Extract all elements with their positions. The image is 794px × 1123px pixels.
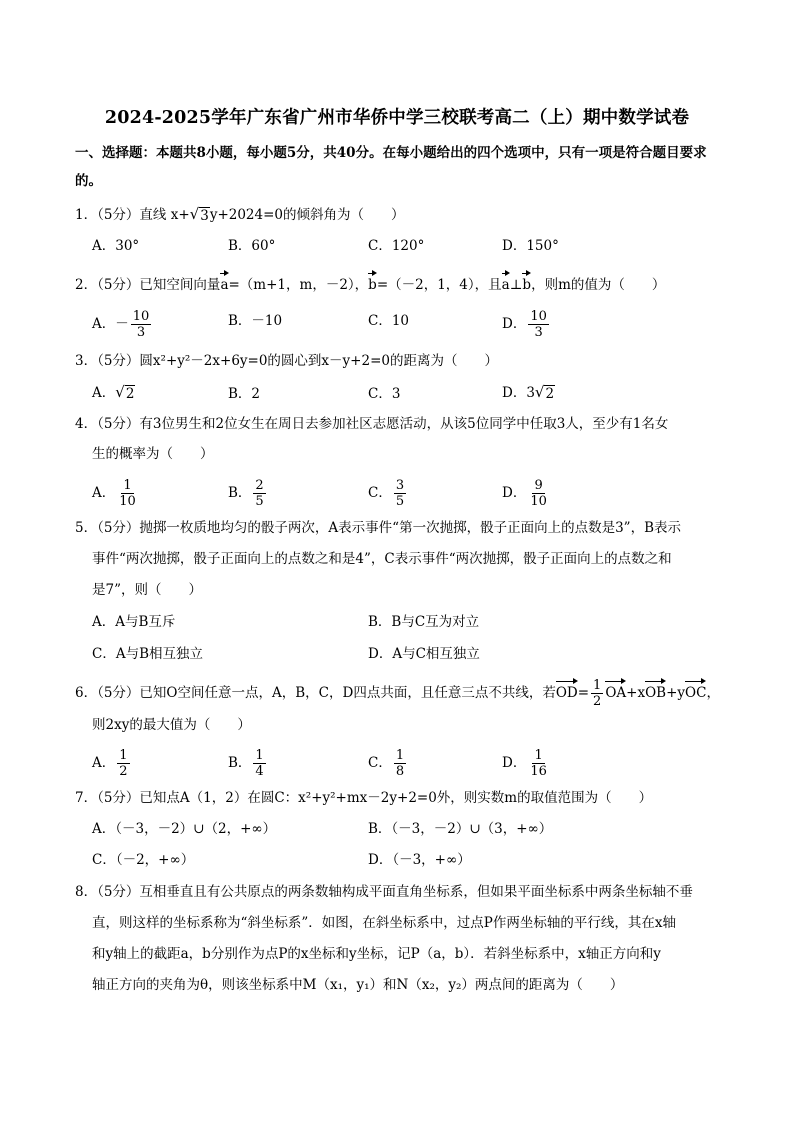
- question-6-line-1: [75, 678, 720, 709]
- fraction: [528, 748, 549, 779]
- frac-den: 10: [119, 494, 136, 509]
- frac-den: 8: [395, 764, 405, 779]
- frac-den: 10: [530, 494, 547, 509]
- frac-den: 5: [255, 494, 264, 509]
- fraction: [394, 478, 406, 509]
- q6-option-a: [92, 748, 132, 779]
- question-8-line-2: 直，则这样的坐标系称为“斜坐标系”．如图，在斜坐标系中，过点P作两坐标轴的平行线，其在x轴: [92, 915, 676, 931]
- q3-option-b: B．2: [228, 386, 261, 402]
- frac-num: 1: [593, 678, 602, 693]
- option-label: D．: [502, 485, 527, 501]
- q1-radicand: 3: [200, 208, 209, 224]
- vector-oc: OC: [685, 681, 706, 703]
- q5-option-d: D．A与C相互独立: [368, 646, 480, 662]
- sqrt-symbol: √ 2: [534, 383, 555, 402]
- fraction: [591, 678, 603, 709]
- q5-option-a: A．A与B互斥: [92, 614, 176, 630]
- q4-option-b: [228, 478, 268, 509]
- option-label: A．: [92, 485, 116, 501]
- frac-num: 1: [255, 748, 264, 763]
- equals-sign: =: [577, 685, 590, 701]
- q5-option-b: B．B与C互为对立: [368, 614, 480, 630]
- frac-num: 3: [395, 478, 405, 493]
- q1-text-suffix: y+2024=0的倾斜角为（ ）: [209, 207, 405, 223]
- q6-option-c: [368, 748, 408, 779]
- section-heading: 一、选择题：本题共8小题，每小题5分，共40分。在每小题给出的四个选项中，只有一项是符合题目要求的。: [75, 145, 707, 189]
- q7-option-c: C．（－2，+∞）: [92, 852, 195, 868]
- vector-od: OD: [556, 681, 578, 703]
- q4-option-d: [502, 478, 551, 509]
- q1-option-a: A．30°: [92, 238, 140, 254]
- q2-text-2: =（m+1，m，－2），: [228, 277, 369, 293]
- vector-oa: OA: [605, 681, 626, 703]
- q3-option-c: C．3: [368, 386, 401, 402]
- plus-x: +x: [626, 685, 646, 701]
- q1-option-c: C．120°: [368, 238, 425, 254]
- frac-den: 3: [534, 325, 543, 340]
- frac-den: 16: [530, 764, 547, 779]
- q7-option-b: B．（－3，－2）∪（3，+∞）: [368, 821, 553, 837]
- vector-b-2: b: [522, 273, 531, 295]
- option-label: D．: [502, 755, 527, 771]
- frac-num: 2: [255, 478, 264, 493]
- frac-den: 2: [593, 694, 602, 709]
- q6-option-d: [502, 748, 551, 779]
- frac-den: 3: [136, 325, 146, 340]
- frac-num: 10: [530, 309, 547, 324]
- fraction: [253, 478, 265, 509]
- fraction: [117, 478, 138, 509]
- q6-text-1: 6．（5分）已知O空间任意一点，A，B，C，D四点共面，且任意三点不共线，若: [75, 685, 556, 701]
- q1-option-b: B．60°: [228, 238, 276, 254]
- question-8-line-3: 和y轴上的截距a，b分别作为点P的x坐标和y坐标，记P（a，b）．若斜坐标系中，x轴正方向和y: [92, 946, 661, 962]
- frac-num: 1: [395, 748, 405, 763]
- q2-option-a-label: A．－: [92, 316, 129, 332]
- fraction: [528, 309, 549, 340]
- q2-option-a: [92, 309, 153, 340]
- option-label: C．: [368, 755, 392, 771]
- vector-ob: OB: [645, 681, 666, 703]
- plus-y: +y: [666, 685, 686, 701]
- q4-option-c: [368, 478, 408, 509]
- q2-option-d-label: D．: [502, 316, 527, 332]
- comma: ，: [706, 685, 720, 701]
- q3-option-a: [92, 382, 135, 403]
- q2-text-4: ，则m的值为（ ）: [531, 277, 666, 293]
- option-label: B．: [228, 755, 252, 771]
- question-6-line-2: 则2xy的最大值为（ ）: [92, 717, 251, 733]
- frac-den: 5: [395, 494, 405, 509]
- q3-option-d: [502, 382, 555, 403]
- radicand: 2: [125, 386, 135, 402]
- sqrt-symbol: √ 2: [115, 383, 135, 402]
- question-1: [75, 204, 405, 225]
- option-label: B．: [228, 485, 252, 501]
- frac-num: 10: [132, 309, 150, 324]
- q6-option-b: [228, 748, 268, 779]
- vector-a-2: a: [502, 273, 510, 295]
- fraction: [394, 748, 406, 779]
- q4-option-a: [92, 478, 140, 509]
- question-5-line-2: 事件“两次抛掷，骰子正面向上的点数之和是4”，C表示事件“两次抛掷，骰子正面向上的点数之和: [92, 551, 672, 567]
- question-5-line-3: 是7”，则（ ）: [92, 582, 202, 598]
- question-5-line-1: 5．（5分）抛掷一枚质地均匀的骰子两次，A表示事件“第一次抛掷，骰子正面向上的点数是3”，B表示: [75, 520, 681, 536]
- q2-option-d: [502, 309, 551, 340]
- q5-option-c: C．A与B相互独立: [92, 646, 203, 662]
- fraction: [253, 748, 265, 779]
- q1-option-d: D．150°: [502, 238, 559, 254]
- q7-option-a: A．（－3，－2）∪（2，+∞）: [92, 821, 277, 837]
- frac-den: 4: [255, 764, 264, 779]
- question-7: 7．（5分）已知点A（1，2）在圆C：x²+y²+mx－2y+2=0外，则实数m的取值范围为（ ）: [75, 790, 653, 806]
- vector-b: b: [368, 273, 377, 295]
- vector-a: a: [220, 273, 228, 295]
- fraction: [528, 478, 549, 509]
- sqrt-symbol: √ 3: [189, 205, 209, 224]
- frac-num: 1: [123, 478, 132, 493]
- q7-option-d: D．（－3，+∞）: [368, 852, 471, 868]
- question-8-line-4: 轴正方向的夹角为θ，则该坐标系中M（x₁，y₁）和N（x₂，y₂）两点间的距离为（ ）: [92, 977, 624, 993]
- frac-num: 1: [534, 748, 543, 763]
- radicand: 2: [545, 386, 555, 402]
- perp-symbol: ⊥: [509, 277, 523, 293]
- fraction: [131, 309, 152, 340]
- q2-option-c: C．10: [368, 313, 410, 329]
- q2-text-3: =（－2，1，4），且: [376, 277, 502, 293]
- question-4-line-2: 生的概率为（ ）: [92, 446, 214, 462]
- q2-option-b: B．－10: [228, 313, 283, 329]
- question-8-line-1: 8．（5分）互相垂直且有公共原点的两条数轴构成平面直角坐标系，但如果平面坐标系中两条坐标轴不垂: [75, 884, 693, 900]
- q2-text-1: 2．（5分）已知空间向量: [75, 277, 221, 293]
- option-label: A．: [92, 755, 116, 771]
- frac-num: 1: [119, 748, 128, 763]
- q3-option-d-label: D．3: [502, 385, 535, 401]
- fraction: [117, 748, 129, 779]
- question-2: [75, 273, 665, 295]
- frac-den: 2: [119, 764, 128, 779]
- question-3: 3．（5分）圆x²+y²－2x+6y=0的圆心到x－y+2=0的距离为（ ）: [75, 353, 498, 369]
- question-4-line-1: 4．（5分）有3位男生和2位女生在周日去参加社区志愿活动，从该5位同学中任取3人，至少有1名女: [75, 416, 669, 432]
- option-label: C．: [368, 485, 392, 501]
- q1-text-prefix: 1．（5分）直线 x+: [75, 207, 190, 223]
- q3-option-a-label: A．: [92, 385, 116, 401]
- exam-title: 2024-2025学年广东省广州市华侨中学三校联考高二（上）期中数学试卷: [104, 108, 690, 128]
- frac-num: 9: [534, 478, 543, 493]
